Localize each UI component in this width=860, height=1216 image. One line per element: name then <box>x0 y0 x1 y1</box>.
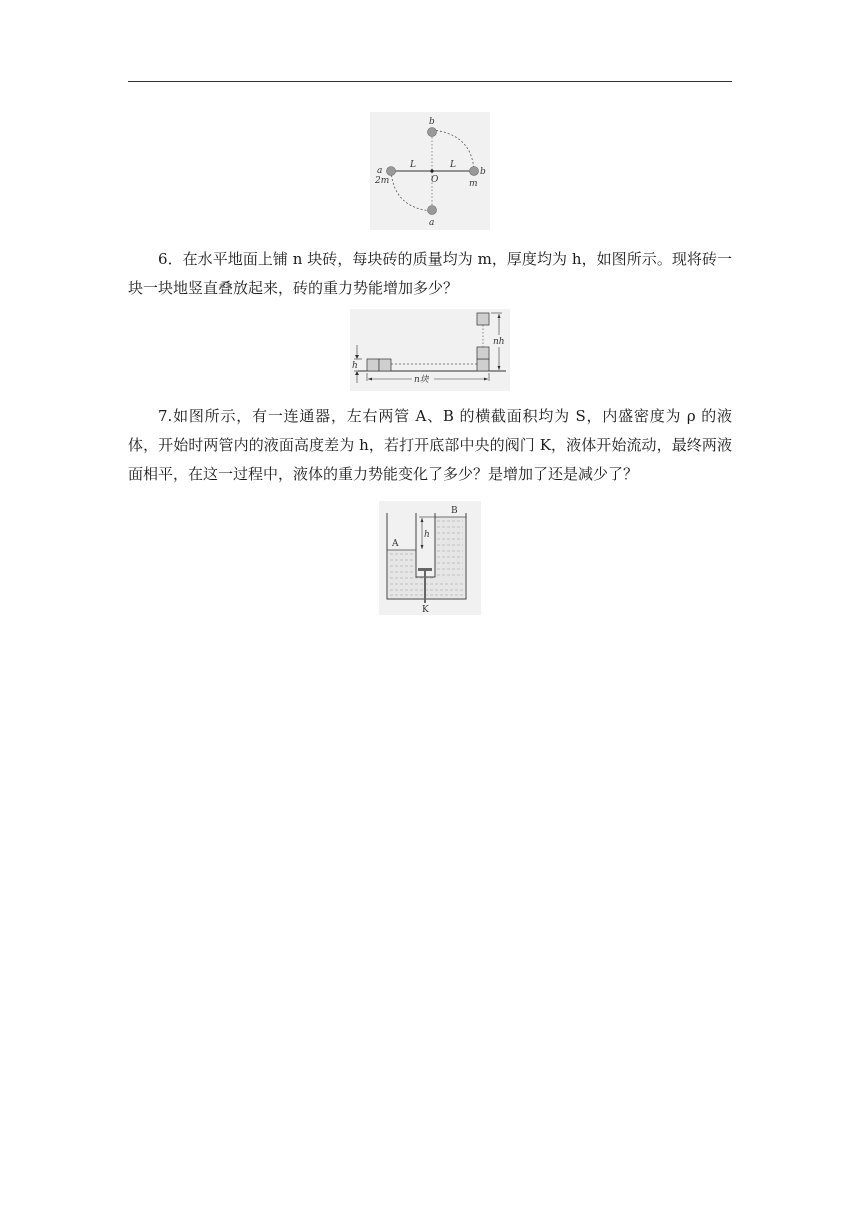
label-b-right: b <box>480 167 486 177</box>
ball-a-left <box>387 167 396 176</box>
figure-connected-vessels <box>379 501 481 615</box>
brick-stack-2 <box>477 347 489 359</box>
label-O: O <box>431 175 439 185</box>
label-a-left: a <box>377 166 383 176</box>
question-7 <box>128 402 732 489</box>
valve-stem <box>424 571 426 603</box>
label-B: B <box>451 506 458 516</box>
label-A: A <box>392 539 399 549</box>
question-7-number: 7. <box>158 407 173 425</box>
question-6-text: 在水平地面上铺 n 块砖，每块砖的质量均为 m，厚度均为 h，如图所示。现将砖一块一块地竖直叠放起来，砖的重力势能增加多少？ <box>128 250 732 297</box>
question-6 <box>128 245 732 303</box>
label-K: K <box>422 605 429 615</box>
label-n-blocks: n块 <box>414 375 429 385</box>
brick-stack-top <box>477 313 489 325</box>
ball-b-right <box>470 167 479 176</box>
brick-stack-1 <box>477 359 489 371</box>
pivot-O <box>430 169 433 172</box>
figure-bricks <box>350 309 510 391</box>
figure-rod-rotation <box>370 112 490 230</box>
ball-b-top <box>428 128 437 137</box>
header-rule <box>128 81 732 82</box>
label-h: h <box>352 361 358 371</box>
label-L-left: L <box>410 160 416 170</box>
brick-flat-1 <box>367 359 379 371</box>
label-mass-right: m <box>469 179 478 189</box>
brick-flat-2 <box>379 359 391 371</box>
valve-handle <box>418 568 432 571</box>
label-nh: nh <box>493 337 505 347</box>
label-L-right: L <box>450 160 456 170</box>
question-7-text: 如图所示，有一连通器，左右两管 A、B 的横截面积均为 S，内盛密度为 ρ 的液体，开始时两管内的液面高度差为 h，若打开底部中央的阀门 K，液体开始流动，最终两液面相平，在这一过程中，液体的重力势能变化了多少？是增加了还是减少了？ <box>128 407 732 483</box>
label-b-top: b <box>429 117 435 127</box>
question-6-number: 6． <box>158 250 183 268</box>
label-a-bottom: a <box>429 218 435 228</box>
label-mass-left: 2m <box>375 176 390 186</box>
ball-a-bottom <box>428 206 437 215</box>
label-h: h <box>424 530 430 540</box>
